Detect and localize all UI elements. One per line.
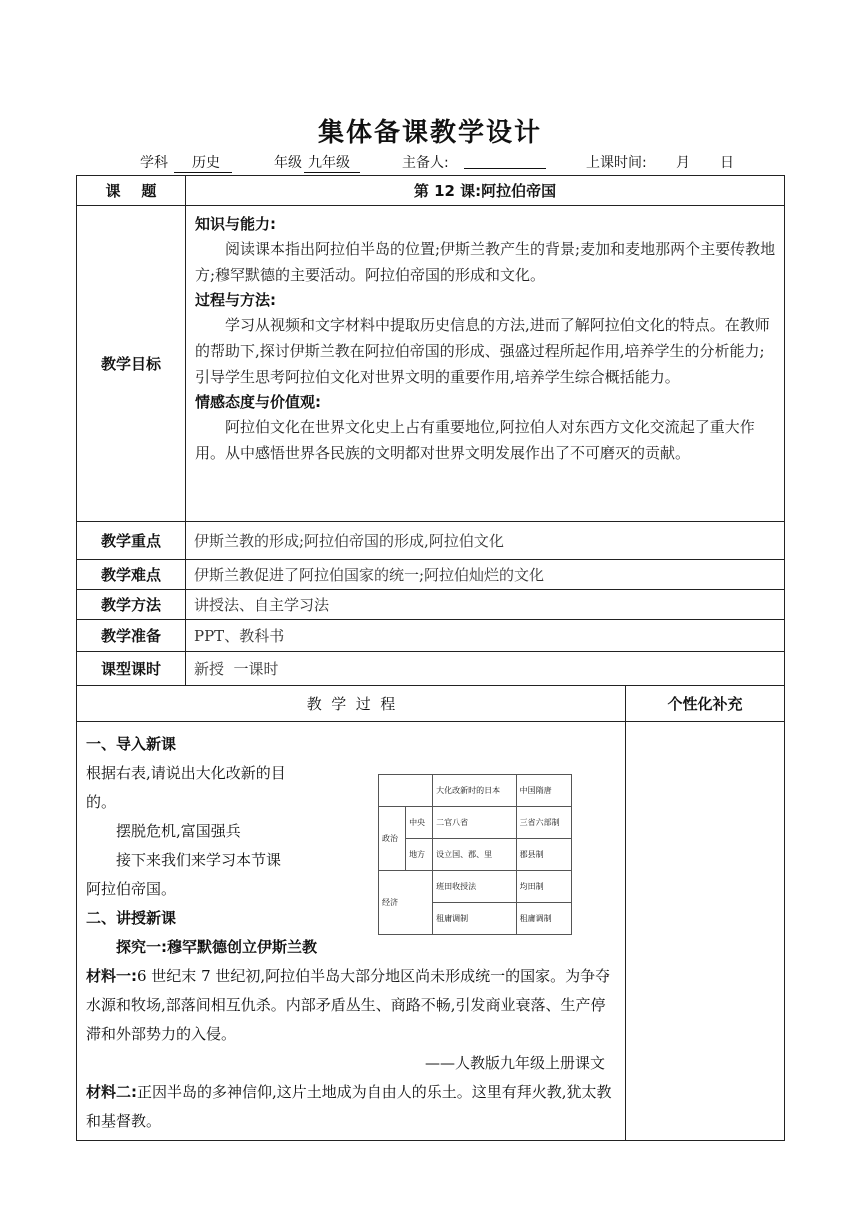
comparison-table-image bbox=[378, 774, 572, 935]
mini-cell: 租庸调制 bbox=[433, 903, 517, 935]
preparer-value bbox=[464, 152, 546, 169]
process-header: 教 学 过 程 bbox=[77, 686, 626, 722]
subject-label: 学科 bbox=[140, 155, 168, 171]
mini-header-japan: 大化改新时的日本 bbox=[433, 775, 517, 807]
mini-cell: 租庸调制 bbox=[516, 903, 571, 935]
subject-value: 历史 bbox=[174, 152, 232, 173]
explore-one-heading: 探究一:穆罕默德创立伊斯兰教 bbox=[116, 938, 317, 956]
mini-cell: 郡县制 bbox=[516, 839, 571, 871]
difficulties-value: 伊斯兰教促进了阿拉伯国家的统一;阿拉伯灿烂的文化 bbox=[186, 560, 785, 590]
objectives-label: 教学目标 bbox=[77, 206, 186, 522]
teaching-process-content bbox=[77, 722, 626, 1141]
intro-line-4: 接下来我们来学习本节课 bbox=[116, 851, 282, 869]
preparation-label: 教学准备 bbox=[77, 620, 186, 652]
section-import-heading: 一、导入新课 bbox=[86, 735, 177, 753]
mini-central: 中央 bbox=[406, 807, 433, 839]
intro-line-2: 的。 bbox=[86, 793, 117, 811]
preparation-value: PPT、教科书 bbox=[186, 620, 785, 652]
material-one bbox=[86, 962, 619, 1049]
methods-value: 讲授法、自主学习法 bbox=[186, 590, 785, 620]
objective-heading-process: 过程与方法: bbox=[195, 291, 276, 309]
lesson-plan-table bbox=[76, 175, 785, 1141]
material-one-label: 材料一: bbox=[86, 967, 137, 985]
mini-economy: 经济 bbox=[379, 871, 433, 935]
material-one-text: 6 世纪末 7 世纪初,阿拉伯半岛大部分地区尚未形成统一的国家。为争夺水源和牧场,部落间相互仇杀。内部矛盾丛生、商路不畅,引发商业衰落、生产停滞和外部势力的入侵。 bbox=[86, 967, 611, 1043]
personalized-supplement-cell[interactable] bbox=[626, 722, 785, 1141]
topic-label: 课 题 bbox=[77, 176, 186, 206]
topic-value: 第 12 课:阿拉伯帝国 bbox=[186, 176, 785, 206]
objective-heading-attitude: 情感态度与价值观: bbox=[195, 393, 321, 411]
material-two bbox=[86, 1078, 619, 1136]
objective-text-process: 学习从视频和文字材料中提取历史信息的方法,进而了解阿拉伯文化的特点。在教师的帮助下,探讨伊斯兰教在阿拉伯帝国的形成、强盛过程所起作用,培养学生的分析能力;引导学生思考阿拉伯文化对世界文明的重要作用,培养学生综合概括能力。 bbox=[195, 316, 770, 386]
time-label: 上课时间: bbox=[586, 155, 647, 171]
material-two-text: 正因半岛的多神信仰,这片土地成为自由人的乐土。这里有拜火教,犹太教和基督教。 bbox=[86, 1083, 612, 1130]
material-two-label: 材料二: bbox=[86, 1083, 137, 1101]
objective-text-attitude: 阿拉伯文化在世界文化史上占有重要地位,阿拉伯人对东西方文化交流起了重大作用。从中感悟世界各民族的文明都对世界文明发展作出了不可磨灭的贡献。 bbox=[195, 418, 755, 462]
intro-line-5: 阿拉伯帝国。 bbox=[86, 880, 177, 898]
grade-label: 年级 bbox=[274, 155, 302, 171]
key-points-value: 伊斯兰教的形成;阿拉伯帝国的形成,阿拉伯文化 bbox=[186, 522, 785, 560]
mini-cell: 设立国、郡、里 bbox=[433, 839, 517, 871]
day-label: 日 bbox=[720, 155, 734, 171]
grade-value: 九年级 bbox=[304, 152, 360, 173]
key-points-label: 教学重点 bbox=[77, 522, 186, 560]
mini-local: 地方 bbox=[406, 839, 433, 871]
lesson-type-label: 课型课时 bbox=[77, 652, 186, 686]
mini-header-china: 中国隋唐 bbox=[516, 775, 571, 807]
preparer-label: 主备人: bbox=[402, 155, 449, 171]
objective-heading-knowledge: 知识与能力: bbox=[195, 215, 276, 233]
intro-line-1: 根据右表,请说出大化改新的目 bbox=[86, 764, 286, 782]
mini-cell: 二官八省 bbox=[433, 807, 517, 839]
lesson-type-value: 新授 一课时 bbox=[186, 652, 785, 686]
document-title: 集体备课教学设计 bbox=[317, 118, 542, 148]
section-teaching-heading: 二、讲授新课 bbox=[86, 909, 177, 927]
personalized-supplement-header: 个性化补充 bbox=[626, 686, 785, 722]
difficulties-label: 教学难点 bbox=[77, 560, 186, 590]
methods-label: 教学方法 bbox=[77, 590, 186, 620]
mini-cell: 三省六部制 bbox=[516, 807, 571, 839]
objective-text-knowledge: 阅读课本指出阿拉伯半岛的位置;伊斯兰教产生的背景;麦加和麦地那两个主要传教地方;穆罕默德的主要活动。阿拉伯帝国的形成和文化。 bbox=[195, 240, 776, 284]
month-label: 月 bbox=[676, 155, 690, 171]
mini-cell: 班田收授法 bbox=[433, 871, 517, 903]
material-one-source: ——人教版九年级上册课文 bbox=[424, 1054, 605, 1072]
mini-cell: 均田制 bbox=[516, 871, 571, 903]
intro-line-3: 摆脱危机,富国强兵 bbox=[116, 822, 241, 840]
objectives-content bbox=[186, 206, 785, 522]
mini-politics: 政治 bbox=[379, 807, 406, 871]
mini-header-empty bbox=[379, 775, 433, 807]
